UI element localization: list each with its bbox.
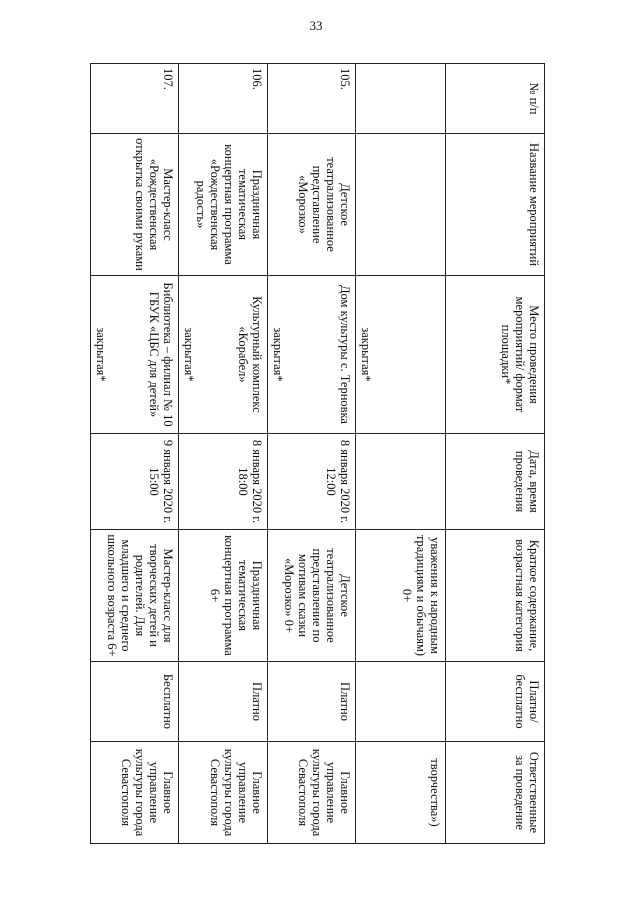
row-place: Библиотека – филиал № 10 ГБУК «ЦБС для детей» xyxy=(147,282,176,427)
row-place: Культурный комплекс «Корабел» xyxy=(235,296,264,413)
row-date: 8 января 2020 г. 12:00 xyxy=(267,434,355,530)
row-place-cell xyxy=(91,276,179,434)
row-content: Праздничная тематическая концертная программа 6+ xyxy=(179,530,267,662)
header-place: Место проведения мероприятий/ формат площадки* xyxy=(446,276,545,434)
row-paid: Платно xyxy=(267,662,355,742)
row-place: Дом культуры с. Терновка xyxy=(338,285,352,424)
cont-paid xyxy=(356,662,446,742)
row-name: Детское театрализованное представление «Морозко» xyxy=(267,134,355,276)
row-date: 8 января 2020 г. 18:00 xyxy=(179,434,267,530)
rotated-table-container xyxy=(90,63,545,843)
row-place-cell xyxy=(179,276,267,434)
row-num: 107. xyxy=(91,64,179,134)
header-row xyxy=(446,64,545,844)
rotated-table xyxy=(90,63,545,843)
continuation-row xyxy=(356,64,446,844)
row-paid: Платно xyxy=(179,662,267,742)
header-date: Дата, время проведения xyxy=(446,434,545,530)
table-row xyxy=(91,64,179,844)
row-content: Мастер-класс для творческих детей и родителей. Для младшего и среднего школьного возраста 6+ xyxy=(91,530,179,662)
header-paid: Платно/ бесплатно xyxy=(446,662,545,742)
row-paid: Бесплатно xyxy=(91,662,179,742)
row-format: закрытая* xyxy=(94,327,108,382)
cont-place: закрытая* xyxy=(356,276,446,434)
events-table xyxy=(90,63,545,844)
cont-resp: творчества») xyxy=(356,742,446,844)
table-row xyxy=(179,64,267,844)
row-format: закрытая* xyxy=(182,327,197,382)
row-content: Детское театрализованное представление по мотивам сказки «Морозко» 0+ xyxy=(267,530,355,662)
row-num: 105. xyxy=(267,64,355,134)
cont-num xyxy=(356,64,446,134)
cont-content: уважения к народным традициям и обычаям) 0+ xyxy=(356,530,446,662)
row-name: Праздничная тематическая концертная программа «Рождественская радость» xyxy=(179,134,267,276)
header-name: Название мероприятий xyxy=(446,134,545,276)
header-content: Краткое содержание, возрастная категория xyxy=(446,530,545,662)
cont-name xyxy=(356,134,446,276)
row-resp: Главное управление культуры города Севастополя xyxy=(179,742,267,844)
table-row xyxy=(267,64,355,844)
row-format: закрытая* xyxy=(270,327,285,382)
header-num: № п/п xyxy=(446,64,545,134)
row-resp: Главное управление культуры города Севастополя xyxy=(91,742,179,844)
row-resp: Главное управление культуры города Севастополя xyxy=(267,742,355,844)
row-name: Мастер-класс «Рождественская открытка своими руками xyxy=(91,134,179,276)
row-place-cell xyxy=(267,276,355,434)
row-date: 9 января 2020 г. 15:00 xyxy=(91,434,179,530)
header-resp: Ответственные за проведение xyxy=(446,742,545,844)
row-num: 106. xyxy=(179,64,267,134)
cont-date xyxy=(356,434,446,530)
page-number: 33 xyxy=(309,18,323,33)
